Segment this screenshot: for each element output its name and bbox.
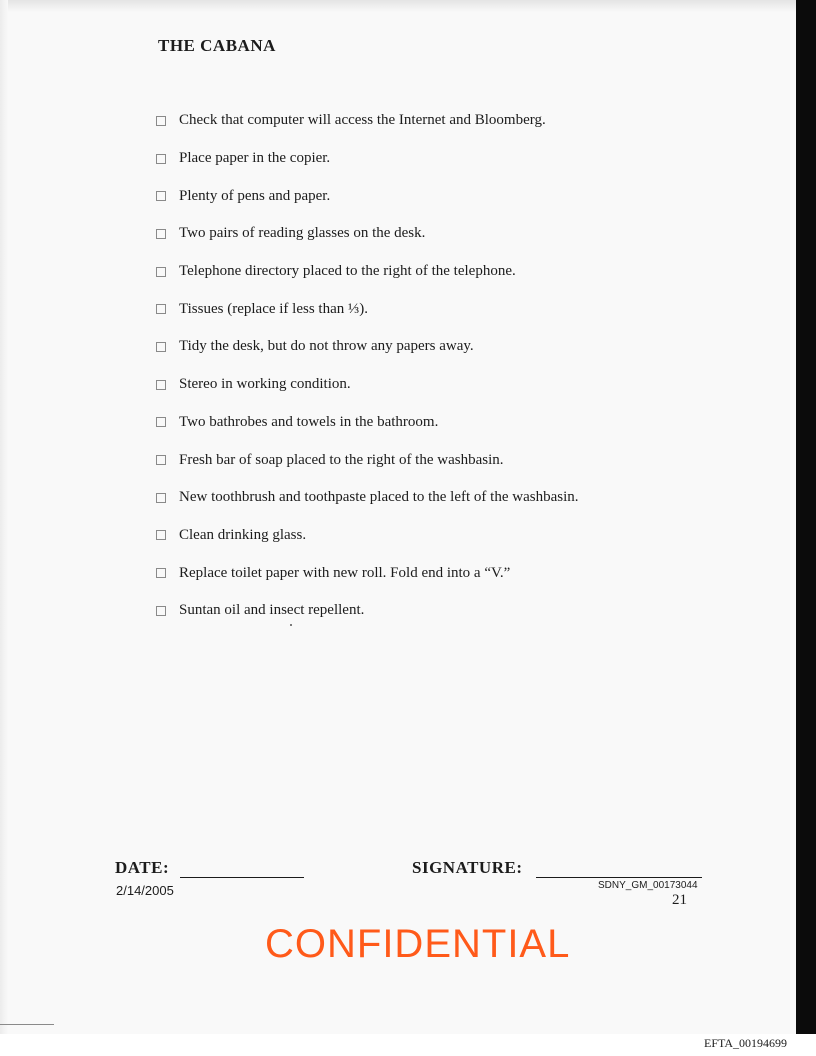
bottom-rule <box>0 1024 54 1025</box>
checkbox-icon <box>156 191 166 201</box>
date-label: DATE: <box>115 858 170 877</box>
checklist-item-text: Tidy the desk, but do not throw any papers away. <box>179 338 474 355</box>
signature-label: SIGNATURE: <box>412 858 523 877</box>
checkbox-icon <box>156 606 166 616</box>
checklist-item-text: New toothbrush and toothpaste placed to the left of the washbasin. <box>179 489 579 506</box>
control-number: SDNY_GM_00173044 <box>598 880 698 891</box>
checkbox-icon <box>156 154 166 164</box>
scan-edge-left <box>0 0 8 1034</box>
scan-edge-bar <box>796 0 816 1034</box>
checklist-item <box>150 140 579 178</box>
page-number: 21 <box>672 892 687 908</box>
checklist-item-text: Two pairs of reading glasses on the desk. <box>179 225 426 242</box>
checklist-item-text: Clean drinking glass. <box>179 526 307 543</box>
checklist-item <box>150 290 579 328</box>
checklist-item-text: Stereo in working condition. <box>179 376 351 393</box>
checklist-item <box>150 479 579 517</box>
checklist-item-text: Tissues (replace if less than ⅓). <box>179 300 368 317</box>
checklist-item <box>150 366 579 404</box>
checklist-item-text: Plenty of pens and paper. <box>179 187 331 204</box>
checklist-item-text: Two bathrobes and towels in the bathroom. <box>179 413 439 430</box>
checklist-item-text: Place paper in the copier. <box>179 150 331 167</box>
checklist-item <box>150 441 579 479</box>
checklist-item-text: Check that computer will access the Internet and Bloomberg. <box>179 112 546 129</box>
checkbox-icon <box>156 493 166 503</box>
date-value: 2/14/2005 <box>116 883 174 898</box>
checklist-item <box>150 328 579 366</box>
checkbox-icon <box>156 267 166 277</box>
signature-line <box>536 877 702 878</box>
checkbox-icon <box>156 380 166 390</box>
checkbox-icon <box>156 417 166 427</box>
checklist-item <box>150 177 579 215</box>
stray-mark <box>290 624 292 626</box>
checkbox-icon <box>156 455 166 465</box>
date-line <box>180 877 304 878</box>
checklist-item-text: Suntan oil and insect repellent. <box>179 602 365 619</box>
checklist-item <box>150 517 579 555</box>
checkbox-icon <box>156 229 166 239</box>
checkbox-icon <box>156 568 166 578</box>
checklist-item-text: Telephone directory placed to the right of the telephone. <box>179 263 516 280</box>
checklist-item-text: Replace toilet paper with new roll. Fold end into a “V.” <box>179 564 511 581</box>
scan-edge-top <box>0 0 796 12</box>
checklist-item <box>150 404 579 442</box>
checklist-item <box>150 592 579 630</box>
checklist-item <box>150 102 579 140</box>
checkbox-icon <box>156 304 166 314</box>
confidential-stamp: CONFIDENTIAL <box>265 922 571 966</box>
checklist-item <box>150 554 579 592</box>
checkbox-icon <box>156 116 166 126</box>
checklist <box>150 102 579 630</box>
checklist-item-text: Fresh bar of soap placed to the right of the washbasin. <box>179 451 504 468</box>
checkbox-icon <box>156 530 166 540</box>
checklist-item <box>150 253 579 291</box>
checkbox-icon <box>156 342 166 352</box>
checklist-item <box>150 215 579 253</box>
bates-number: EFTA_00194699 <box>704 1036 788 1050</box>
page-title: THE CABANA <box>158 36 276 55</box>
